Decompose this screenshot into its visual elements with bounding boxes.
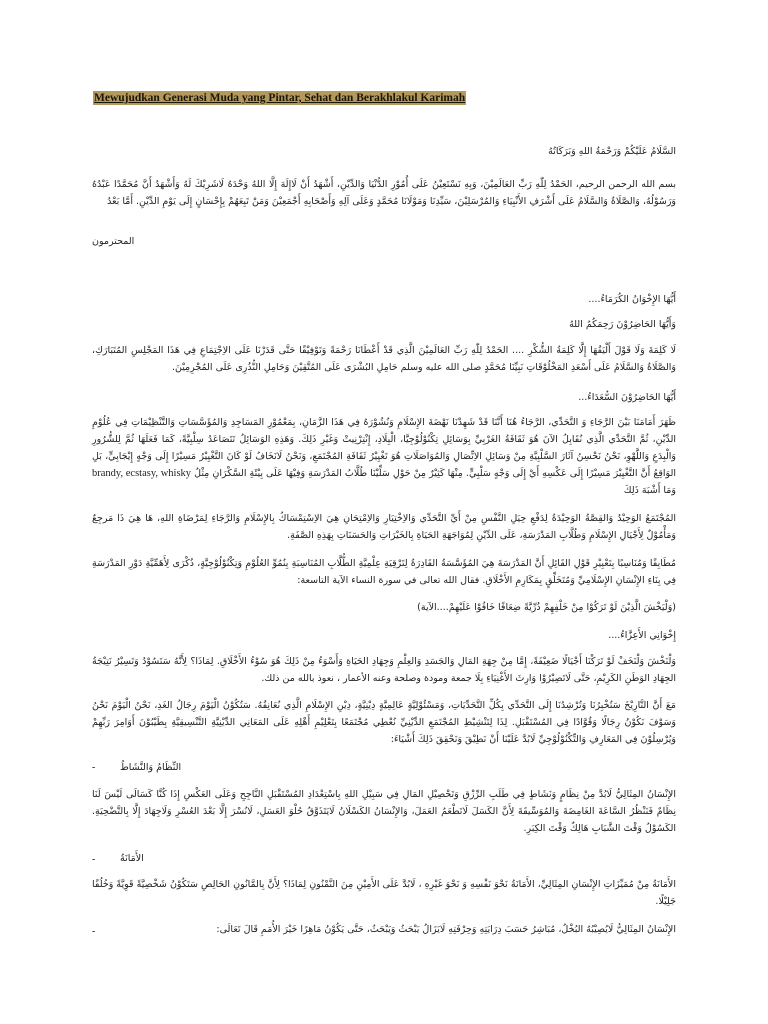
zahara-text: ظَهَرَ أَمَامَنَا بَيْنَ الرَّجَاءِ وَ التَّحَدِّي، الرَّجَاءُ هُنَا أَنَّنَا قَدْ شَهِدْنَا نَهْضَةَ الإِسْلَامِ وَنُشُوْرَهُ فِي هَذَا الزَّمَانِ، بِمَعْمُوْرِ المَسَاجِدِ وَالمُؤَسَّسَاتِ وَالتَّنْظِيْمَاتِ فِي عُلُوْمِ الدِّيْنِ، ثُمَّ التَّحَدِّي الَّذِي نُقَابِلُ الآنَ هُوَ ثَقَافَةُ الغَرْبِيِّ بِوَسَائِلِ تِكْنُوْلُوْجِيَّا، الْبِلَادِ، إِنْتِرْنِيتْ وَغَيْرِ ذَلِكَ. وَهَذِهِ الوَسَائِلُ تَتَصَاعَدُ سِلْبِيَّةً، كَمَا فَعَلَهَا ثُمَّ لِلشُّرُورِ وَالْبِدَعِ وَاللَّهْوِ، نَحْنُ نَحْسِنُ آثَارَ السَّلْبِيَّةِ مِنْ وَسَائِلِ الاِتِّصَالِ وَالمُوَاصَلَاتِ هُوَ تَغْيِيْرُ ثَقَافَةِ المُجْتَمَعِ، وَنَحْنُ لَانَخَافُ لَوْ كَانَ التَّغْيِيْرُ مَسِيْرًا إِلَى وَجْهٍ إِيْجَابِيٍّ، بَلِ الوَاقِعُ أَنَّ التَّغْيِيْرَ مَسِيْرًا إِلَى عَكْسِهِ أَيْ إِلَى وَجْهٍ سَلْبِيٍّ. مِنْهَا كَثِيْرٌ مِنْ حَوْلِ سَلِّيْنَا طُلَّابُ المَدْرَسَةِ وَفِيْهَا عَلَى بِيْئَةِ السَّكْرَانِ مِثْلُ <box>92 417 676 479</box>
document-title-wrap <box>93 86 466 105</box>
bullet-dash-2: - <box>92 854 96 865</box>
ikhwani-aizza-line: إِخْوَانِي الأَعِزَّاءُ.... <box>608 630 676 641</box>
ikhwan-line: أَيُّهَا الإِخْوَانُ الكُرَمَاءُ.... <box>588 294 676 305</box>
zahara-latin: brandy, ecstasy, whisky <box>92 468 192 479</box>
walnakhsha-paragraph: وَلْنَخْشَ وَلْنَخَفْ لَوْ تَرَكْنَا أَجْيَالًا ضَعِيْفَةً، إِمَّا مِنْ جِهَةِ المَالِ وَالجَسَدِ وَالعِلْمِ وَجِهَادِ الحَيَاةِ وَأَسْوَءُ مِنْ ذَلِكَ هُوَ سُوْءُ الأَخْلَاقِ. لِمَاذَا؟ لِأَنَّهُ سَتَسُوْدُ وَتَسِيْرُ نَتِيْجَةُ الجِهَادِ الوَطَنِ الكَرِيْمِ، حَتَّى لَاتَصِيْرُوْا وَارِثَ الأَغْنِيَاءِ بِلَا جمعة ومودة وصلحة وعنه الأعمار ، نعوذ بالله من ذلك. <box>92 656 676 684</box>
last-line: الإِنْسَانُ المِثَالِيُّ لَايُصِيْبُهُ البُخْلُ، مُبَاشِرُ حَسَبَ دِرَايَتِهِ وَحِرْفَتِهِ لَايَزَالُ يَبْحَثُ وَيَبْحَثُ، حَتَّى يَكُوْنُ مَاهِرًا خَيْرَ الأُمَمِ قَالَ تَعَالَى: <box>216 924 676 935</box>
hadirun-suada-line: أَيُّهَا الحَاضِرُوْنَ السُّعَدَاءُ... <box>578 392 676 403</box>
hadirun-line: وَأَيُّهَا الحَاضِرُوْنَ رَحِمَكُمُ اللهُ <box>569 319 676 330</box>
heading-amanah: الأَمَانَةُ <box>120 853 144 864</box>
zahara-paragraph <box>92 414 676 499</box>
amanah-paragraph: الأَمَانَةُ مِنْ مُمَيِّزَاتِ الإِنْسَانِ المِثَالِيِّ، الأَمَانَةُ نَحْوَ نَفْسِهِ وَ نَحْوَ غَيْرِهِ ، لَابُدَّ عَلَى الأَمِيْنِ مِنَ النَّمْنُونِ لِمَاذَا؟ لِأَنَّ بِالمَّانُونِ الحَالِصِ سَتَكُوْنُ شَخْصِيَّةً قَوِيَّةً وَخُلُقًا جَلِيْلًا. <box>92 879 676 907</box>
zahara-end: وَمَا أَشْبَهَ ذَلِكَ <box>623 485 676 496</box>
kalimah-paragraph: لَا كَلِمَةَ وَلَا قَوْلَ أَلْيَقُهَا إِلَّا كَلِمَةُ الشُّكْرِ .... الحَمْدُ لِلّٰهِ رَبِّ العَالَمِيْنَ الَّذِي قَدْ أَعْطَانَا رَحْمَةً وَتَوْفِيْقًا حَتَّى قَدَرْنَا عَلَى الاِجْتِمَاعِ فِي هَذَا المَجْلِسِ المُتَبَارَكِ، وَالصَّلَاةُ وَالسَّلَامُ عَلَى أَسْعَدِ المَخْلُوْقَاتِ نَبِيِّنَا مُحَمَّدٍ صلى الله عليه وسلم حَامِلِ البُشْرَى عَلَى المُتَّقِيْنَ وَحَامِلِ النُّذُرِى عَلَى المُجْرِمِيْنَ. <box>92 345 676 373</box>
nizam-paragraph: الإِنْسَانُ المِثَالِيُّ لَابُدَّ مِنْ نِظَامٍ وَنَشَاطٍ فِي طَلَبِ الرِّزْقِ وَتَحْصِيْلِ المَالِ فِي سَبِيْلِ اللهِ بِاسْتِعْدَادِ المُسْتَقْبَلِ النَّاجِحِ وَعَلَى العَكْسِ إِذَا كُنَّا كَسَالَى لَيْسَ لَنَا نِظَامٌ فَنَنْظُرُ السَّاعَةَ الغَامِضَةَ وَالمُوَسِّيقَةَ لِأَنَّ الكَسَلَ لَاتَطْعَمُ العَمَلَ، وَالإِنْسَانُ الكَسْلَانُ لَايَتَذَوَّقُ حُلْوَ العَسَلِ، لَانُسْرَ إِلَّا بَعْدَ العُسْرِ وَلَاجِهَادَ إِلَّا بِالتَّضْحِيَةِ. الكَسُوْلُ وَقْتَ الشَّبَابِ هَالِكٌ وَقْتَ الكِبَرِ. <box>92 789 676 834</box>
mohtaramun-line: المحترمون <box>92 236 135 247</box>
bullet-dash-3: - <box>92 926 96 937</box>
bullet-dash-1: - <box>92 762 96 773</box>
salam-line: السَّلَامُ عَلَيْكُمْ وَرَحْمَةُ اللهِ وَبَرَكَاتُهُ <box>548 146 676 157</box>
mutaafiqan-paragraph: مُطَابِقًا وَمُنَاسِبًا بِتَعْبِيْرِ قَوْلِ القَائِلِ أَنَّ المَدْرَسَةَ هِيَ المُؤَسَّسَةُ القَادِرَةُ لِتَرْقِيَةِ عِلْمِيَّةِ الطُّلَّابِ المُنَاسِبَةِ بِنُمُوِّ العُلُوْمِ وَتِكْنُوْلُوْجِيَّةٍ، ذُكْرَى لِأَهَمِّيَّةِ دَوْرِ المَدْرَسَةِ فِي بِنَاءِ الإِنْسَانِ الإِسْلَامِيِّ وَمُتَخَلِّقٍ بِمَكَارِمِ الأَخْلَاقِ. فقال الله تعالى في سورة النساء الآية التاسعة: <box>92 558 676 586</box>
maa-anna-paragraph: مَعَ أَنَّ التَّارِيْخَ سَتُخْبِرُنَا وَتُرْشِدُنَا إِلَى التَّحَدِّي بِكُلِّ التَّحَدِّيَاتِ، وَمَسْئُوْلِيَّةٍ عَالِمِيَّةٍ دِيْنِيَّةٍ، دِيْنِ الإِسْلَامِ الَّذِي نُعَانِقُهُ. سَتُكُوْنُ الْيَوْمَ رِجَالُ الغَدِ، نَحْنُ الْيَوْمَ نَحْنُ وَسَوْفَ نَكُوْنُ رِجَالًا وَقُوَّادًا فِي المُسْتَقْبَلِ. لِذَا لِتَنْشِيْطِ المُجْتَمَعِ الدِّيْنِيِّ نُعْطِي مُجْتَمَعًا بِتَعْلِيْمِ أَهْلِهِ عَلَى المَعَانِي الدِّيْنِيَّةِ التَّنْسِيقِيَّةِ بِطَيْبُوْنَ أَوَامِرَ رَبِّهِمْ وَيُرْسِلُوْنَ فِي المَعَارِفِ وَالتِّكْنُوْلُوْجِيِّ لَابُدَّ عَلَيْنَا أَنْ نَطِيْقَ وَنَحْقِقَ ذَلِكَ أَشْيَاءَ: <box>92 700 676 745</box>
basmalah-paragraph: بسم الله الرحمن الرحيم، الحَمْدُ لِلّٰهِ رَبِّ العَالَمِيْنَ، وَبِهِ نَسْتَعِيْنُ عَلَى أُمُوْرِ الدُّنْيَا وَالدِّيْنِ، أَشْهَدُ أَنْ لَاإِلَهَ إِلَّا اللهُ وَحْدَهُ لَاشَرِيْكَ لَهُ وَأَشْهَدُ أَنَّ مُحَمَّدًا عَبْدُهُ وَرَسُوْلُهُ، وَالصَّلَاةُ وَالسَّلَامُ عَلَى أَشْرَفِ الأَنْبِيَاءِ وَالمُرْسَلِيْنَ، سَيِّدِنَا وَمَوْلَانَا مُحَمَّدٍ وَعَلَى آلِهِ وَأَصْحَابِهِ أَجْمَعِيْنَ وَمَنْ تَبِعَهُمْ بِإِحْسَانٍ إِلَى يَوْمِ الدِّيْنِ. أَمَّا بَعْدُ <box>92 179 676 207</box>
ayah-line: (وَلْيَخْشَ الَّذِيْنَ لَوْ تَرَكُوْا مِنْ خَلْفِهِمْ ذُرِّيَّةً ضِعَافًا خَافُوْا عَلَيْهِمْ....الآية) <box>417 602 676 613</box>
mujtamaa-paragraph: المُجْتَمَعُ الوَحِيْدُ وَالقِصَّةُ الوَحِيْدَةُ لِدَفْعِ حِيَلِ النَّفْسِ مِنْ أَيِّ التَّحَدِّي وَالاِخْتِيَارِ وَالاِمْتِحَانِ هِيَ الاِسْتِمْسَاكُ بِالإِسْلَامِ وَالرَّجَاءِ لِمَرْضَاةِ اللهِ، هَا هِيَ ذَا مَرجِعٌ وَمَأْمُوْلٌ لِأَجْيَالِ الإِسْلَامِ وَطُلَّابِ المَدْرَسَةِ، عَلَى الدِّيْنِ لِمُوَاجَهَةِ الحَيَاةِ بِالخَيْرَاتِ وَالحَسَنَاتِ بِهَذِهِ الصَّفَةِ. <box>92 513 676 541</box>
heading-nizam: النِّظَامُ وَالنَّشَاطُ <box>120 762 182 773</box>
document-title: Mewujudkan Generasi Muda yang Pintar, Sehat dan Berakhlakul Karimah <box>94 92 466 104</box>
